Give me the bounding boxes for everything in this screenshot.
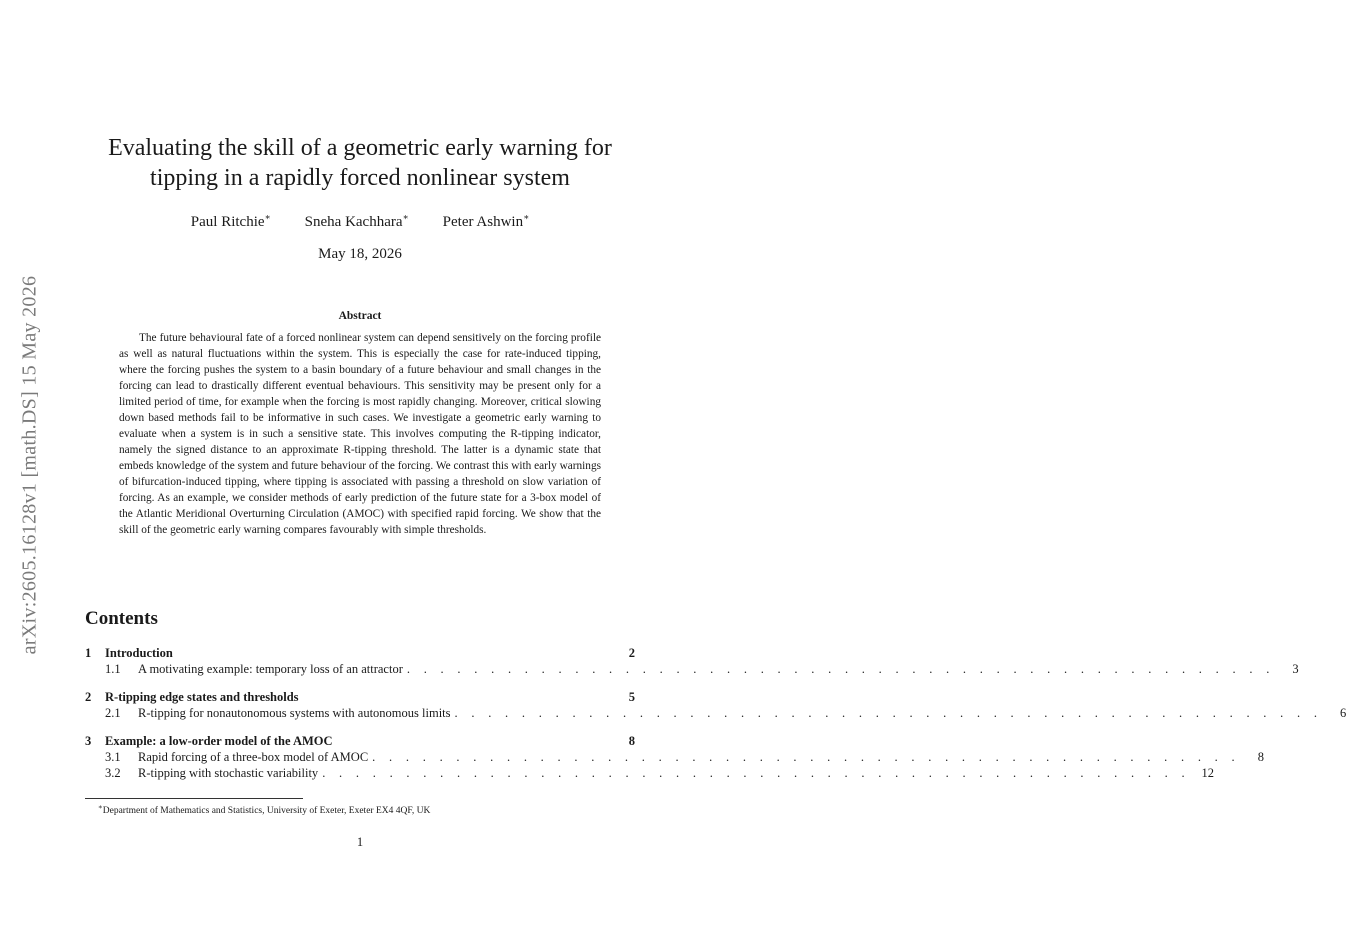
toc-section	[85, 689, 1346, 721]
toc-leader-dots: . . . . . . . . . . . . . . . . . . . . . . . . . . . . . . . . . . . . . . . . . . . . . . . . . . . .	[454, 706, 1323, 720]
affiliation-mark: ∗	[264, 212, 271, 222]
title-line-1: Evaluating the skill of a geometric early warning for	[108, 135, 612, 161]
toc-title: A motivating example: temporary loss of an attractor	[138, 662, 403, 676]
author-name: Sneha Kachhara	[304, 214, 403, 230]
toc-subentry[interactable]	[85, 661, 1299, 677]
toc-number: 1	[85, 646, 92, 660]
author	[305, 212, 409, 231]
toc-page: 5	[628, 690, 635, 704]
toc-page: 12	[1201, 766, 1214, 780]
affiliation-mark: ∗	[523, 212, 530, 222]
toc-leader-dots: . . . . . . . . . . . . . . . . . . . . . . . . . . . . . . . . . . . . . . . . . . . . . . . . . . . .	[406, 662, 1275, 676]
toc-section	[85, 645, 1299, 677]
toc-page: 8	[1257, 750, 1264, 764]
toc-entry[interactable]	[85, 733, 635, 749]
footnote-text: Department of Mathematics and Statistics, University of Exeter, Exeter EX4 4QF, UK	[102, 806, 431, 817]
toc-section	[85, 733, 1264, 781]
toc-title: R-tipping edge states and thresholds	[105, 690, 299, 704]
author	[443, 212, 530, 231]
abstract-heading: Abstract	[338, 310, 382, 322]
toc-number: 3	[85, 734, 92, 748]
toc-title: Rapid forcing of a three-box model of AMOC	[138, 750, 369, 764]
arxiv-side-stamp: arXiv:2605.16128v1 [math.DS] 15 May 2026	[18, 275, 41, 655]
author-name: Peter Ashwin	[442, 214, 524, 230]
toc-subentry[interactable]	[85, 705, 1346, 721]
paper-date: May 18, 2026	[318, 246, 402, 262]
toc-page: 6	[1340, 706, 1346, 720]
footnote	[98, 803, 430, 816]
toc-leader-dots: . . . . . . . . . . . . . . . . . . . . . . . . . . . . . . . . . . . . . . . . . . . . . . . . . . . .	[372, 750, 1240, 764]
author-name: Paul Ritchie	[190, 214, 265, 230]
footnote-rule	[85, 798, 303, 799]
toc-entry[interactable]	[85, 689, 635, 705]
toc-subentry[interactable]	[85, 765, 1214, 781]
toc-number: 1.1	[105, 662, 121, 676]
author-list	[120, 212, 600, 231]
toc-page: 2	[628, 646, 635, 660]
toc-page: 8	[628, 734, 635, 748]
affiliation-mark: ∗	[402, 212, 409, 222]
toc-page: 3	[1292, 662, 1299, 676]
contents-heading: Contents	[85, 608, 158, 629]
toc-title: R-tipping with stochastic variability	[138, 766, 319, 780]
toc-title: R-tipping for nonautonomous systems with autonomous limits	[138, 706, 451, 720]
toc-number: 3.2	[105, 766, 121, 780]
paper-title	[90, 133, 630, 193]
page-number: 1	[356, 835, 364, 849]
toc-title: Example: a low-order model of the AMOC	[105, 734, 333, 748]
abstract-body: The future behavioural fate of a forced nonlinear system can depend sensitively on the forcing profile as well as natural fluctuations within the system. This is especially the case for rate-induced tipping, where the forcing pushes the system to a basin boundary of a future behaviour and small changes in the forcing can lead to drastically different eventual behaviours. This sensitivity may be present only for a limited period of time, for example when the forcing is most rapidly changing. Moreover, critical slowing down based methods fail to be informative in such cases. We investigate a geometric early warning to evaluate when a system is in such a sensitive state. This involves computing the R-tipping indicator, namely the signed distance to an approximate R-tipping threshold. The latter is a dynamic state that embeds knowledge of the system and future behaviour of the forcing. We contrast this with early warnings of bifurcation-induced tipping, where tipping is associated with passing a threshold on slow variation of forcing. As an example, we consider methods of early prediction of the future state for a 3-box model of the Atlantic Meridional Overturning Circulation (AMOC) with specified rapid forcing. We show that the skill of the geometric early warning compares favourably with simple thresholds.	[119, 332, 601, 536]
table-of-contents	[85, 645, 1346, 793]
toc-number: 2	[85, 690, 92, 704]
toc-number: 2.1	[105, 706, 121, 720]
toc-leader-dots: . . . . . . . . . . . . . . . . . . . . . . . . . . . . . . . . . . . . . . . . . . . . . . . . . . . .	[322, 766, 1190, 780]
toc-title: Introduction	[105, 646, 173, 660]
title-line-2: tipping in a rapidly forced nonlinear system	[150, 165, 570, 191]
toc-subentry[interactable]	[85, 749, 1264, 765]
footnote-mark: ∗	[98, 803, 103, 811]
author	[191, 212, 271, 231]
toc-entry[interactable]	[85, 645, 635, 661]
toc-number: 3.1	[105, 750, 121, 764]
